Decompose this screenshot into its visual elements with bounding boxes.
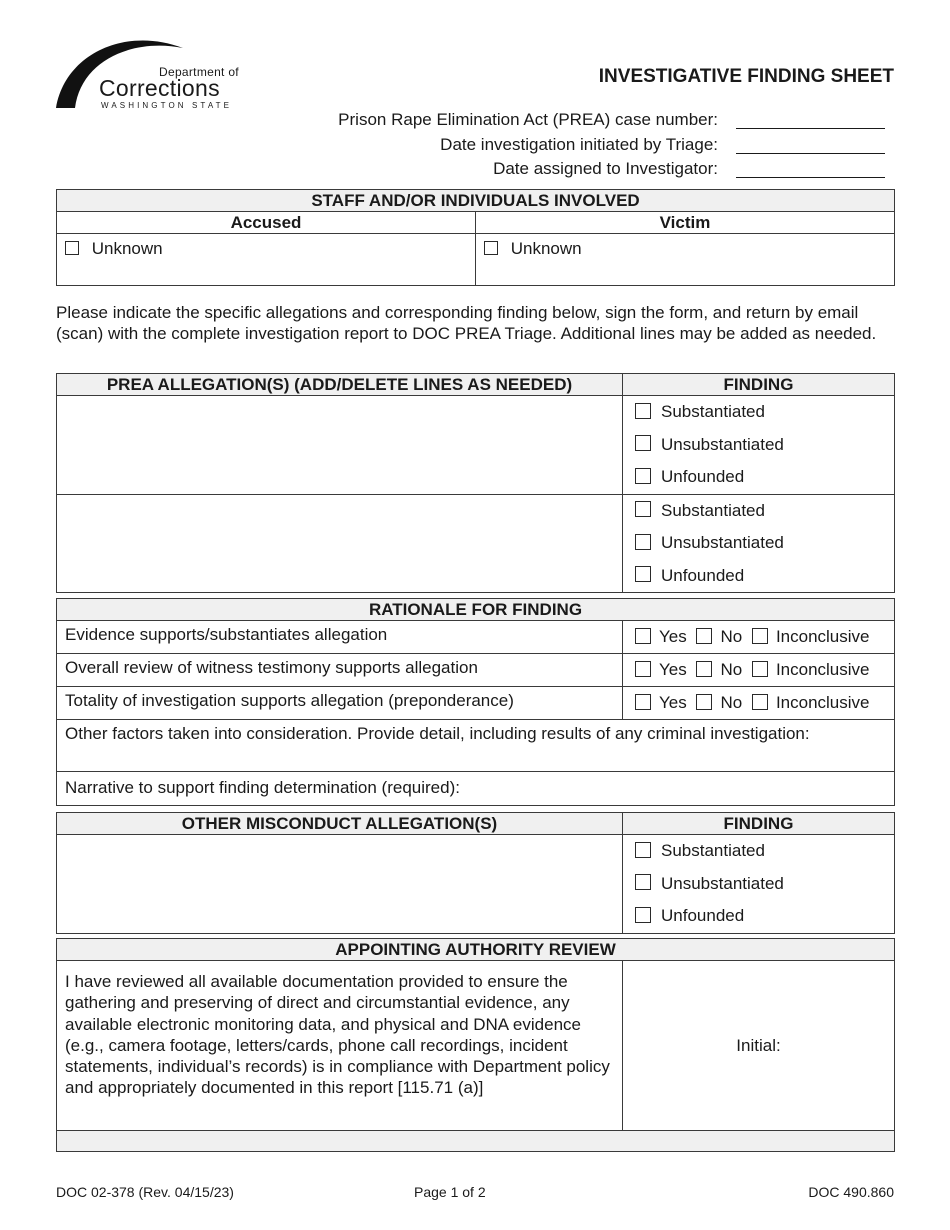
misconduct-finding xyxy=(623,835,895,934)
misconduct-substantiated-option[interactable]: Substantiated xyxy=(623,835,894,868)
rationale-3-yes-checkbox[interactable] xyxy=(635,694,651,710)
date-initiated-field[interactable] xyxy=(736,153,885,154)
prea-finding-1 xyxy=(623,396,895,495)
prea-2-unsubstantiated-checkbox[interactable] xyxy=(635,534,651,550)
prea-allegation-heading: PREA ALLEGATION(S) (ADD/DELETE LINES AS NEEDED) xyxy=(57,374,623,396)
date-initiated-label: Date investigation initiated by Triage: xyxy=(440,135,718,154)
rationale-3-inconclusive-checkbox[interactable] xyxy=(752,694,768,710)
prea-allegation-2-input[interactable] xyxy=(57,494,623,593)
misconduct-unsubstantiated-option[interactable]: Unsubstantiated xyxy=(623,868,894,901)
rationale-heading: RATIONALE FOR FINDING xyxy=(57,599,895,621)
accused-unknown-checkbox[interactable] xyxy=(65,241,79,255)
instructions-text: Please indicate the specific allegations and corresponding finding below, sign the form, and return by email (scan) with the complete investigation report to DOC PREA Triage. Additional lines may be added as needed. xyxy=(56,303,877,343)
prea-1-substantiated-option[interactable]: Substantiated xyxy=(623,396,894,429)
prea-allegation-1-input[interactable] xyxy=(57,396,623,495)
rationale-row-1-label: Evidence supports/substantiates allegation xyxy=(57,621,623,654)
accused-cell[interactable] xyxy=(57,234,476,286)
rationale-2-no-checkbox[interactable] xyxy=(696,661,712,677)
prea-1-unsubstantiated-checkbox[interactable] xyxy=(635,435,651,451)
rationale-row-1-options: Yes No Inconclusive xyxy=(623,621,895,654)
prea-1-unsubstantiated-option[interactable]: Unsubstantiated xyxy=(623,429,894,462)
victim-cell[interactable] xyxy=(476,234,895,286)
prea-2-unfounded-checkbox[interactable] xyxy=(635,566,651,582)
prea-1-unfounded-checkbox[interactable] xyxy=(635,468,651,484)
rationale-table xyxy=(56,598,895,806)
prea-finding-heading: FINDING xyxy=(623,374,895,396)
case-number-field[interactable] xyxy=(736,128,885,129)
initial-field[interactable] xyxy=(623,961,895,1131)
initial-label: Initial: xyxy=(736,1035,781,1055)
page-number: Page 1 of 2 xyxy=(414,1184,486,1200)
review-table xyxy=(56,938,895,1152)
misconduct-allegation-input[interactable] xyxy=(57,835,623,934)
accused-heading: Accused xyxy=(57,212,476,234)
involved-table xyxy=(56,189,895,286)
logo-line-1: Department of xyxy=(159,65,239,79)
prea-1-substantiated-checkbox[interactable] xyxy=(635,403,651,419)
prea-2-substantiated-checkbox[interactable] xyxy=(635,501,651,517)
prea-2-unsubstantiated-option[interactable]: Unsubstantiated xyxy=(623,527,894,560)
prea-1-unfounded-option[interactable]: Unfounded xyxy=(623,461,894,494)
other-factors-field[interactable]: Other factors taken into consideration. Provide detail, including results of any criminal investigation: xyxy=(57,720,895,772)
prea-finding-2 xyxy=(623,494,895,593)
rationale-row-3-options: Yes No Inconclusive xyxy=(623,687,895,720)
accused-unknown-label: Unknown xyxy=(91,239,163,258)
policy-number: DOC 490.860 xyxy=(808,1184,894,1200)
doc-logo xyxy=(55,34,245,114)
narrative-field[interactable]: Narrative to support finding determination (required): xyxy=(57,772,895,806)
rationale-2-yes-checkbox[interactable] xyxy=(635,661,651,677)
logo-line-2: Corrections xyxy=(99,75,220,101)
rationale-row-3-label: Totality of investigation supports allegation (preponderance) xyxy=(57,687,623,720)
review-footer-bar xyxy=(57,1131,895,1152)
prea-allegations-table xyxy=(56,373,895,593)
rationale-row-2-options: Yes No Inconclusive xyxy=(623,654,895,687)
prea-2-substantiated-option[interactable]: Substantiated xyxy=(623,495,894,528)
misconduct-unfounded-option[interactable]: Unfounded xyxy=(623,900,894,933)
rationale-1-inconclusive-checkbox[interactable] xyxy=(752,628,768,644)
misconduct-table xyxy=(56,812,895,934)
date-assigned-field[interactable] xyxy=(736,177,885,178)
victim-unknown-label: Unknown xyxy=(510,239,582,258)
misconduct-finding-heading: FINDING xyxy=(623,813,895,835)
form-number: DOC 02-378 (Rev. 04/15/23) xyxy=(56,1184,234,1200)
case-number-label: Prison Rape Elimination Act (PREA) case number: xyxy=(338,110,718,129)
rationale-1-no-checkbox[interactable] xyxy=(696,628,712,644)
misconduct-substantiated-checkbox[interactable] xyxy=(635,842,651,858)
review-statement: I have reviewed all available documentation provided to ensure the gathering and preserving of direct and circumstantial evidence, any available electronic monitoring data, and physical and DNA evidence (e.g., camera footage, letters/cards, phone call recordings, incident statements, individual’s records) is in compliance with Department policy and appropriately documented in this report [115.71 (a)] xyxy=(57,961,623,1131)
rationale-1-yes-checkbox[interactable] xyxy=(635,628,651,644)
page-title: INVESTIGATIVE FINDING SHEET xyxy=(598,66,894,87)
misconduct-heading: OTHER MISCONDUCT ALLEGATION(S) xyxy=(57,813,623,835)
prea-2-unfounded-option[interactable]: Unfounded xyxy=(623,560,894,593)
review-heading: APPOINTING AUTHORITY REVIEW xyxy=(57,939,895,961)
rationale-row-2-label: Overall review of witness testimony supports allegation xyxy=(57,654,623,687)
misconduct-unsubstantiated-checkbox[interactable] xyxy=(635,874,651,890)
involved-heading: STAFF AND/OR INDIVIDUALS INVOLVED xyxy=(57,190,895,212)
date-assigned-label: Date assigned to Investigator: xyxy=(493,159,718,178)
misconduct-unfounded-checkbox[interactable] xyxy=(635,907,651,923)
rationale-3-no-checkbox[interactable] xyxy=(696,694,712,710)
logo-line-3: WASHINGTON STATE xyxy=(101,101,233,110)
victim-heading: Victim xyxy=(476,212,895,234)
rationale-2-inconclusive-checkbox[interactable] xyxy=(752,661,768,677)
victim-unknown-checkbox[interactable] xyxy=(484,241,498,255)
